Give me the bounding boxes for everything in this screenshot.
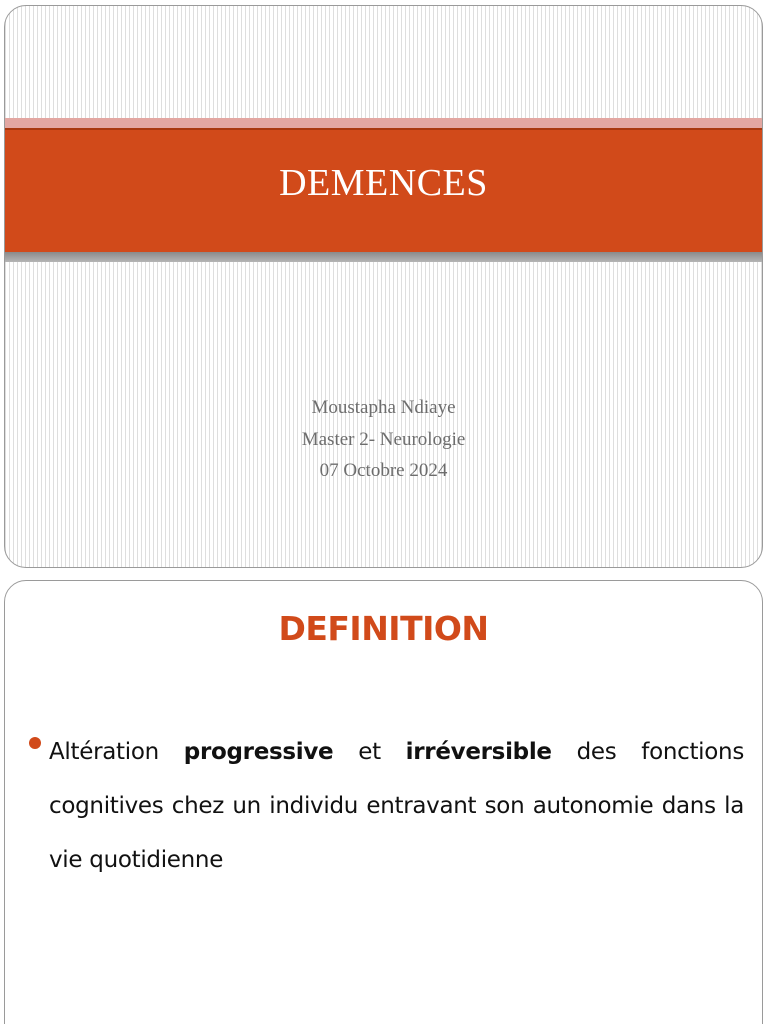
bullet-bold-term: progressive <box>183 739 334 765</box>
bullet-text-part: et <box>333 739 406 765</box>
title-slide <box>4 5 763 568</box>
bullet-text-part: des fonctions cognitives chez un individu entravant son autonomie dans la vie quotidienne <box>49 739 745 873</box>
bullet-text <box>49 725 744 887</box>
bullet-dot-icon <box>29 737 41 749</box>
title-band <box>5 128 762 252</box>
slide-heading: DEFINITION <box>278 609 489 648</box>
bullet-text-part: Altération <box>49 739 184 765</box>
slide-title: DEMENCES <box>279 162 488 204</box>
bullet-item <box>29 725 744 887</box>
presentation-date: 07 Octobre 2024 <box>319 460 448 481</box>
definition-slide <box>4 580 763 1024</box>
author-program: Master 2- Neurologie <box>301 428 466 450</box>
title-band-top-stripe <box>5 118 762 128</box>
author-name: Moustapha Ndiaye <box>311 397 456 418</box>
slide-subtitle <box>5 392 762 487</box>
title-band-shadow-stripe <box>5 252 762 262</box>
bullet-bold-term: irréversible <box>405 739 552 765</box>
